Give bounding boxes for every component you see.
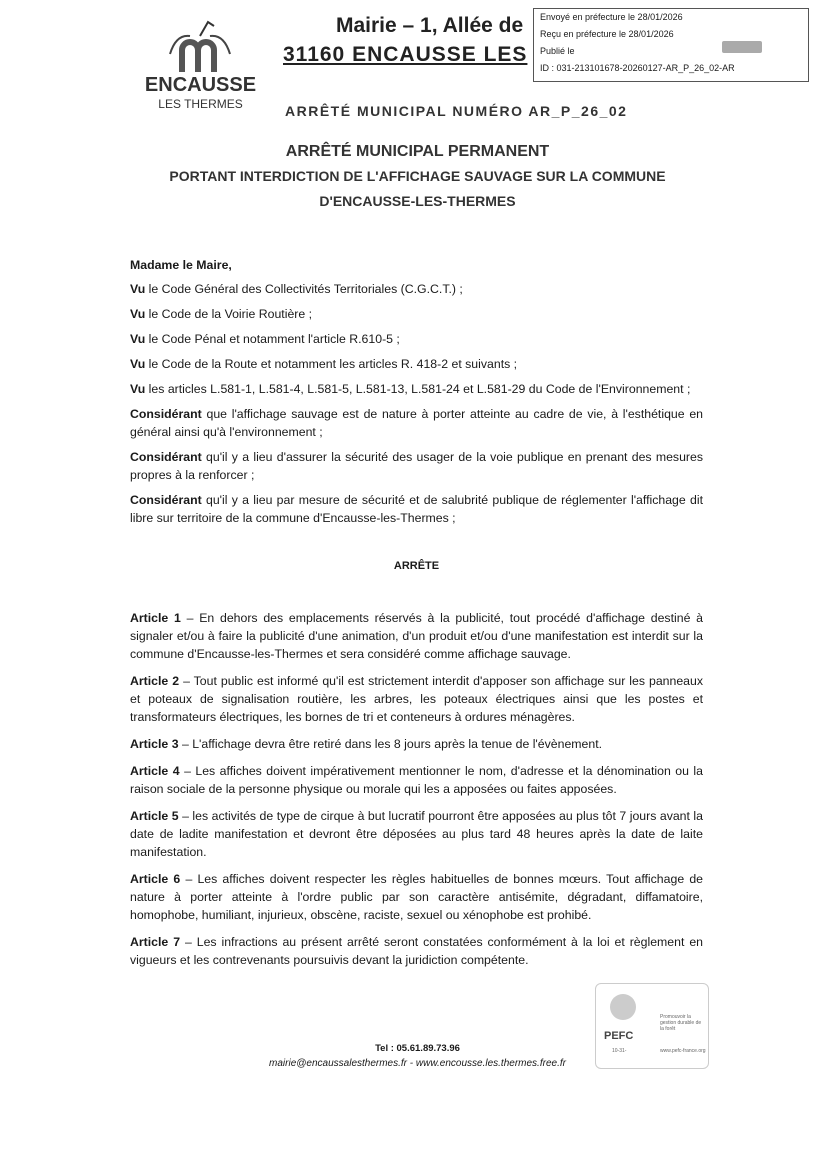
doc-number: ARRÊTÉ MUNICIPAL NUMÉRO AR_P_26_02 [285, 103, 628, 119]
stamp-sent: Envoyé en préfecture le 28/01/2026 [540, 12, 683, 22]
footer-contact: mairie@encaussalesthermes.fr - www.encousse.les.thermes.free.fr [269, 1058, 566, 1069]
footer-tel: Tel : 05.61.89.73.96 [375, 1043, 460, 1054]
item-lead: Vu [130, 332, 146, 346]
item-text: – En dehors des emplacements réservés à la publicité, tout procédé d'affichage destiné à signaler et/ou à faire la publicité d'une animation, d'un produit et/ou d'une manifestation est interdit sur la commune d'Encausse-les-Thermes et sera considéré comme affichage sauvage. [130, 611, 703, 661]
salutation: Madame le Maire, [130, 258, 232, 272]
item-text: – L'affichage devra être retiré dans les 8 jours après la tenue de l'évènement. [178, 737, 603, 751]
item-text: qu'il y a lieu d'assurer la sécurité des usager de la voie publique en prenant des mesures propres à la renforcer ; [130, 450, 703, 482]
item-text: le Code Général des Collectivités Territoriales (C.G.C.T.) ; [145, 282, 463, 296]
item-lead: Article 1 [130, 611, 181, 625]
item-lead: Vu [130, 282, 146, 296]
item-lead: Article 7 [130, 935, 181, 949]
item-lead: Considérant [130, 450, 202, 464]
article-item [130, 933, 703, 969]
item-lead: Article 5 [130, 809, 179, 823]
item-lead: Vu [130, 307, 146, 321]
visa-item [130, 280, 703, 298]
item-lead: Article 6 [130, 872, 181, 886]
item-lead: Article 3 [130, 737, 179, 751]
pefc-tree-icon [610, 994, 636, 1020]
visa-item [130, 491, 703, 527]
item-text: – Les infractions au présent arrêté seront constatées conformément à la loi et règlement en vigueurs et les contrevenants poursuivis devant la juridiction compétente. [130, 935, 703, 967]
pefc-text: Promouvoir la gestion durable de la forêt [660, 1014, 702, 1032]
item-lead: Vu [130, 357, 146, 371]
item-text: – Les affiches doivent impérativement mentionner le nom, d'adresse et la dénomination ou la raison sociale de la personne physique ou morale qui les a apposées ou faites apposées. [130, 764, 704, 796]
item-text: le Code de la Voirie Routière ; [145, 307, 313, 321]
item-lead: Article 4 [130, 764, 180, 778]
doc-title: ARRÊTÉ MUNICIPAL PERMANENT [285, 143, 550, 160]
visa-item [130, 330, 703, 348]
doc-subtitle-2: D'ENCAUSSE-LES-THERMES [319, 193, 516, 209]
logo-word: ENCAUSSE [144, 74, 257, 96]
visa-item [130, 448, 703, 484]
logo-subtitle: LES THERMES [158, 97, 243, 111]
item-text: les articles L.581-1, L.581-4, L.581-5, L.581-13, L.581-24 et L.581-29 du Code de l'Environnement ; [145, 382, 691, 396]
stamp-published: Publié le [540, 46, 575, 56]
item-text: – Les affiches doivent respecter les règles habituelles de bonnes mœurs. Tout affichage de nature à porter atteinte à l'ordre public par son caractère antisémite, dégradant, diffamatoire, homophobe, humiliant, injurieux, obscène, raciste, sexuel ou xénophobe est prohibé. [130, 872, 704, 922]
visa-item [130, 380, 703, 398]
item-lead: Considérant [130, 493, 202, 507]
article-item [130, 762, 703, 798]
pefc-logo: PEFC [604, 1030, 634, 1042]
item-lead: Considérant [130, 407, 202, 421]
item-lead: Vu [130, 382, 146, 396]
article-item [130, 807, 703, 861]
stamp-received: Reçu en préfecture le 28/01/2026 [540, 29, 674, 39]
articles-list [130, 609, 703, 978]
article-item [130, 672, 703, 726]
article-item [130, 609, 703, 663]
item-text: que l'affichage sauvage est de nature à porter atteinte au cadre de vie, à l'esthétique en général ainsi qu'à l'environnement ; [130, 407, 703, 439]
item-text: qu'il y a lieu par mesure de sécurité et de salubrité publique de réglementer l'affichage dit libre sur territoire de la commune d'Encausse-les-Thermes ; [130, 493, 703, 525]
item-lead: Article 2 [130, 674, 180, 688]
address-line-2: 31160 ENCAUSSE LES [283, 43, 528, 66]
town-logo-icon [160, 14, 240, 76]
article-item [130, 870, 703, 924]
doc-subtitle-1: PORTANT INTERDICTION DE L'AFFICHAGE SAUVAGE SUR LA COMMUNE [169, 168, 666, 184]
visas-list [130, 280, 703, 534]
pefc-url: www.pefc-france.org [660, 1048, 706, 1054]
item-text: – Tout public est informé qu'il est strictement interdit d'apposer son affichage sur les panneaux et poteaux de signalisation routière, les arbres, les poteaux électriques ainsi que les postes et transformateurs électriques, les bornes de tri et conteneurs à ordures ménagères. [130, 674, 703, 724]
article-item [130, 735, 703, 753]
item-text: le Code Pénal et notamment l'article R.610-5 ; [145, 332, 400, 346]
pefc-label [595, 983, 709, 1069]
item-text: – les activités de type de cirque à but lucratif pourront être apposées au plus tôt 7 jours avant la date de ladite manifestation et devront être déposées au plus tard 48 heures après la date de laite manifestation. [130, 809, 703, 859]
stamp-badge [722, 41, 762, 53]
item-text: le Code de la Route et notamment les articles R. 418-2 et suivants ; [145, 357, 518, 371]
prefecture-stamp [533, 8, 809, 82]
visa-item [130, 305, 703, 323]
visa-item [130, 405, 703, 441]
arrete-heading: ARRÊTE [393, 560, 440, 572]
address-line-1: Mairie – 1, Allée de [336, 14, 524, 37]
visa-item [130, 355, 703, 373]
stamp-id: ID : 031-213101678-20260127-AR_P_26_02-AR [540, 63, 735, 73]
pefc-code: 10-31- [612, 1048, 627, 1054]
